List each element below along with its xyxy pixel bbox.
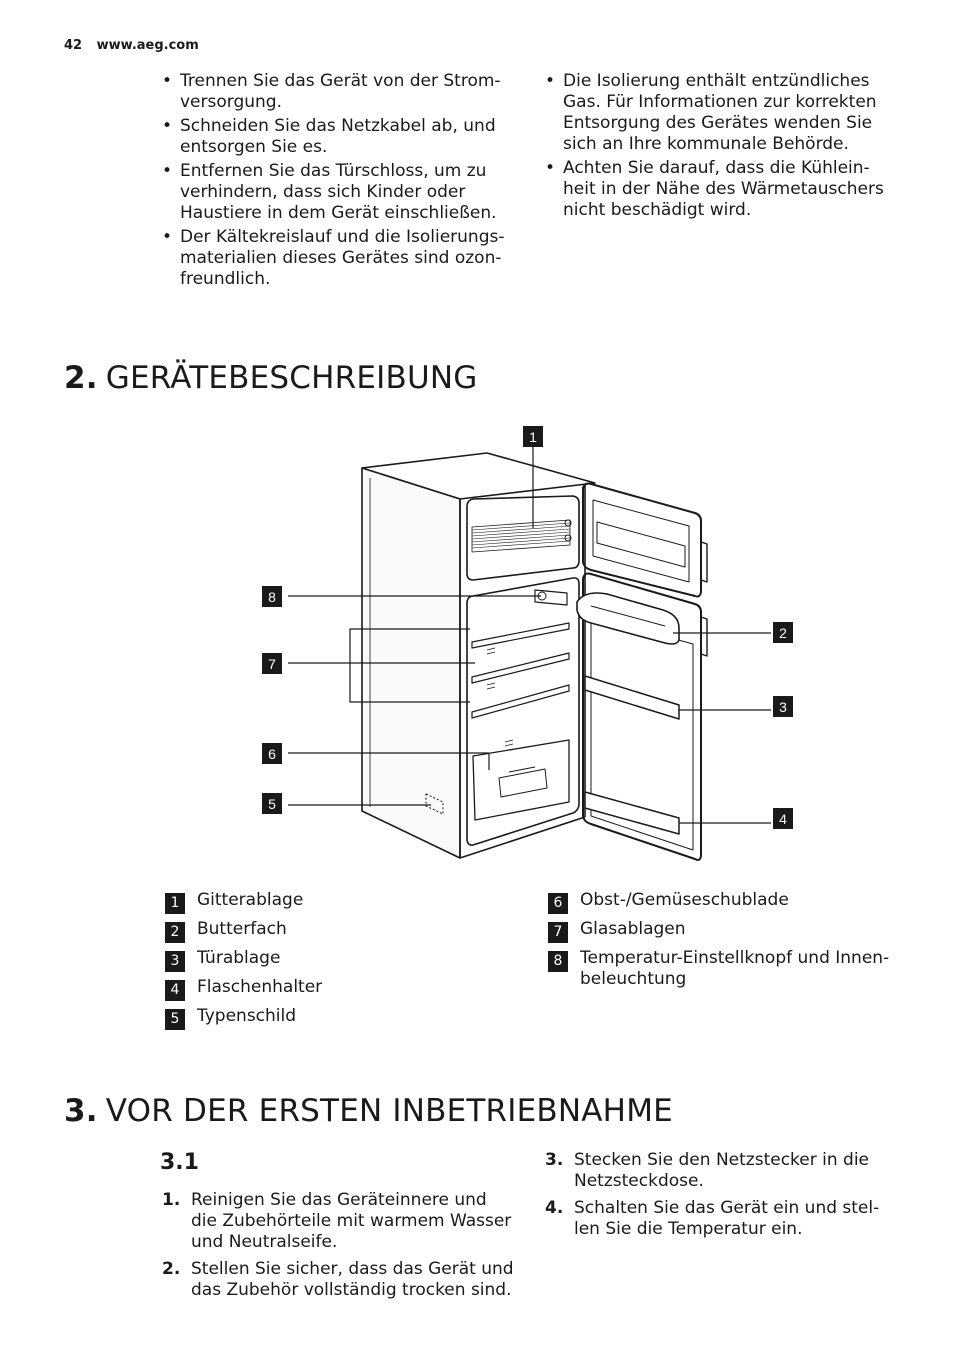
butter-compartment [577,593,679,644]
legend-label: Temperatur-Einstellknopf und Innen- beleuchtung [580,948,890,989]
legend-left [165,890,505,1035]
fridge-diagram [255,422,815,872]
legend-badge: 7 [548,922,568,943]
legend-item [165,890,505,911]
step-text: Stellen Sie sicher, dass das Gerät und das Zubehör vollständig trocken sind. [191,1259,514,1300]
legend-badge: 2 [165,922,185,943]
door-shelf [585,676,679,719]
intro-right-column [545,71,890,224]
callout-3 [773,696,793,717]
section-2-title: GERÄTEBESCHREIBUNG [105,360,478,396]
list-item: • Der Kältekreislauf und die Isolierungs- materialien dieses Gerätes sind ozon- freundlich. [162,227,512,290]
svg-text:2: 2 [779,625,787,641]
page-header [64,38,199,53]
svg-text:7: 7 [268,656,276,672]
intro-left-list [162,71,512,290]
legend-label: Türablage [197,948,281,968]
svg-text:3: 3 [779,699,787,715]
list-item [545,1150,890,1192]
legend-label: Typenschild [197,1006,297,1026]
drawer-handle [499,769,547,797]
steps-left-column [162,1190,514,1307]
callout-4 [773,808,793,829]
legend-item [165,919,505,940]
legend-item [165,977,505,998]
intro-left-column [162,71,512,293]
fridge-compartment [467,578,579,845]
callout-6 [262,743,282,764]
legend-item [548,948,898,990]
svg-text:8: 8 [268,589,276,605]
list-item: • Die Isolierung enthält entzündliches Gas. Für Informationen zur korrekten Entsorgung des Gerätes wenden Sie sich an Ihre kommunale Behörde. [545,71,890,155]
legend-badge: 1 [165,893,185,914]
legend-label: Glasablagen [580,919,686,939]
vegetable-drawer [473,740,569,820]
site-url: www.aeg.com [96,38,199,53]
legend-badge: 4 [165,980,185,1001]
callout-7 [262,653,282,674]
svg-text:1: 1 [529,429,537,445]
legend-badge: 8 [548,951,568,972]
glass-shelf-3 [472,685,569,718]
legend-label: Gitterablage [197,890,304,910]
section-3-heading [64,1093,673,1129]
section-2-number: 2. [64,360,98,396]
legend-item [165,1006,505,1027]
subsection-heading: 3.1 [160,1150,199,1175]
intro-right-list [545,71,890,221]
steps-right-column [545,1150,890,1246]
callout-8 [262,586,282,607]
callout-2 [773,622,793,643]
list-item: • Entfernen Sie das Türschloss, um zu verhindern, dass sich Kinder oder Haustiere in dem Gerät einschließen. [162,161,512,224]
step-text: Reinigen Sie das Geräteinnere und die Zubehörteile mit warmem Wasser und Neutralseife. [191,1190,512,1252]
list-item: • Trennen Sie das Gerät von der Strom- versorgung. [162,71,512,113]
legend-badge: 6 [548,893,568,914]
glass-shelf-1 [472,623,569,648]
legend-label: Butterfach [197,919,287,939]
callout-1 [523,426,543,447]
step-number: 1. [162,1190,181,1210]
glass-shelf-2 [472,653,569,683]
list-item: • Schneiden Sie das Netzkabel ab, und entsorgen Sie es. [162,116,512,158]
legend-item [548,890,898,911]
steps-left-list [162,1190,514,1301]
section-2-heading [64,360,478,396]
legend-item [548,919,898,940]
step-text: Stecken Sie den Netzstecker in die Netzsteckdose. [574,1150,870,1191]
step-text: Schalten Sie das Gerät ein und stel- len Sie die Temperatur ein. [574,1198,880,1239]
legend-right [548,890,898,998]
legend-label: Flaschenhalter [197,977,323,997]
svg-text:4: 4 [779,811,787,827]
legend-badge: 3 [165,951,185,972]
page-number: 42 [64,38,83,53]
step-number: 3. [545,1150,564,1170]
list-item [162,1190,514,1253]
steps-right-list [545,1150,890,1240]
list-item: • Achten Sie darauf, dass die Kühlein- heit in der Nähe des Wärmetauschers nicht beschädigt wird. [545,158,890,221]
step-number: 4. [545,1198,564,1218]
section-3-title: VOR DER ERSTEN INBETRIEBNAHME [105,1093,673,1129]
section-3-number: 3. [64,1093,98,1129]
svg-text:6: 6 [268,746,276,762]
legend-label: Obst-/Gemüseschublade [580,890,789,910]
callout-5 [262,793,282,814]
freezer-door [583,484,701,597]
svg-text:5: 5 [268,796,276,812]
list-item [545,1198,890,1240]
legend-badge: 5 [165,1009,185,1030]
list-item [162,1259,514,1301]
step-number: 2. [162,1259,181,1279]
legend-item [165,948,505,969]
